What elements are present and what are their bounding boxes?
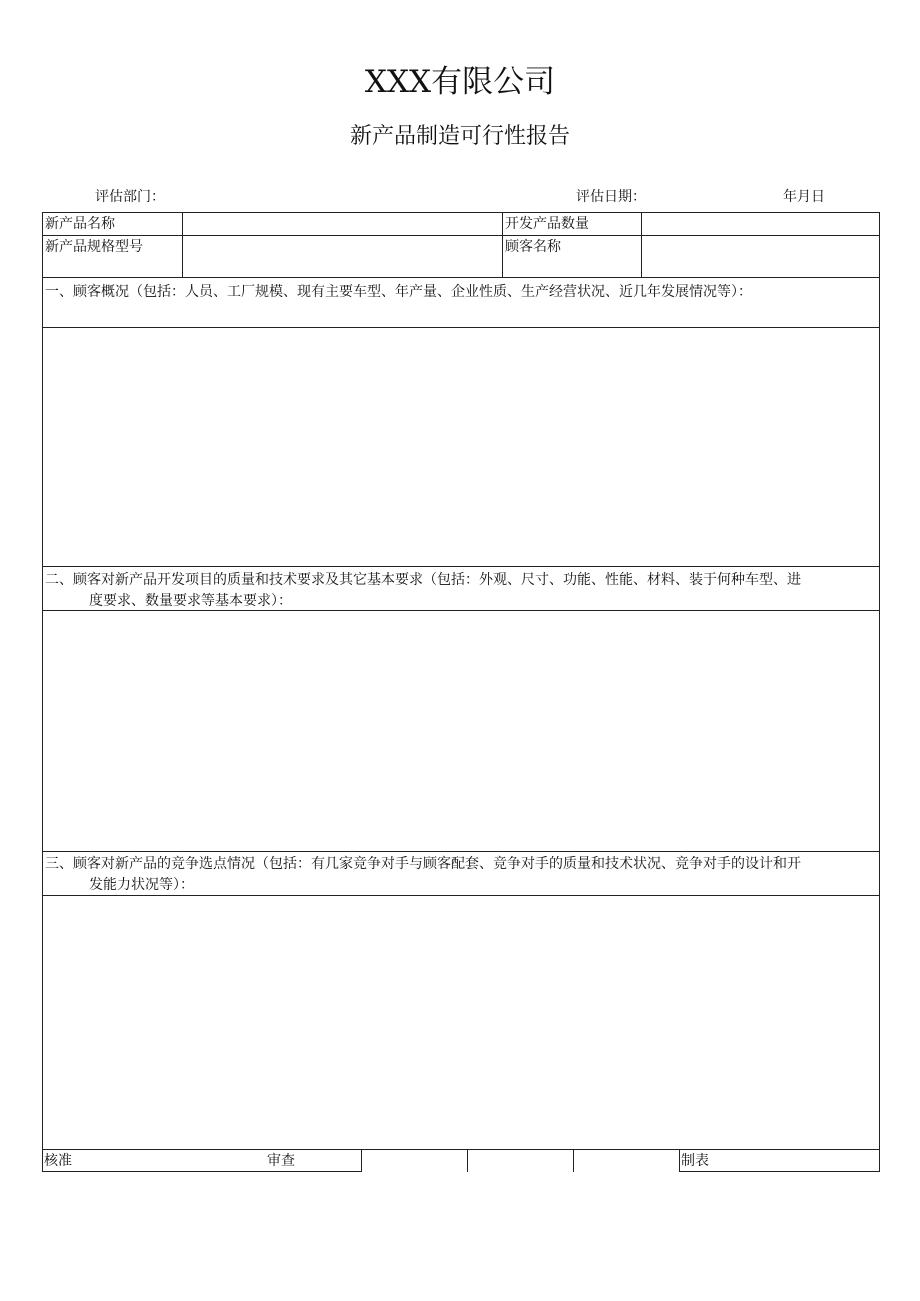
section-heading: 一、顾客概况（包括：人员、工厂规模、现有主要车型、年产量、企业性质、生产经营状况、近几年发展情况等）：	[45, 284, 752, 300]
column-divider	[502, 213, 503, 277]
report-title: 新产品制造可行性报告	[349, 124, 570, 149]
review-label: 审查	[267, 1153, 295, 1169]
section-quality-requirements	[45, 570, 877, 612]
column-divider	[641, 213, 642, 277]
product-name-label: 新产品名称	[45, 216, 115, 232]
product-name-field[interactable]	[185, 213, 500, 235]
company-name: XXX有限公司	[364, 64, 556, 100]
section-competition	[45, 854, 877, 896]
signoff-row	[42, 1149, 880, 1172]
section-heading: 三、顾客对新产品的竞争选点情况（包括：有几家竞争对手与顾客配套、竞争对手的质量和技术状况、竞争对手的设计和开	[45, 856, 801, 872]
section-heading-continued: 度要求、数量要求等基本要求）：	[89, 593, 292, 609]
signature-field[interactable]	[468, 1149, 572, 1171]
prepared-by-label: 制表	[681, 1153, 709, 1169]
row-divider	[43, 851, 879, 852]
section-customer-overview	[45, 282, 877, 303]
spec-model-label: 新产品规格型号	[45, 239, 143, 255]
dev-quantity-label: 开发产品数量	[505, 216, 589, 232]
dev-quantity-field[interactable]	[644, 213, 878, 235]
column-divider	[679, 1149, 680, 1172]
spec-model-field[interactable]	[185, 236, 500, 276]
signature-field[interactable]	[362, 1149, 466, 1171]
section-heading-continued: 发能力状况等）：	[89, 877, 194, 893]
date-units: 年月日	[783, 189, 825, 205]
quality-requirements-area[interactable]	[43, 611, 879, 850]
customer-name-field[interactable]	[644, 236, 878, 276]
section-heading: 二、顾客对新产品开发项目的质量和技术要求及其它基本要求（包括：外观、尺寸、功能、性能、材料、装于何种车型、进	[45, 572, 801, 588]
row-divider	[42, 1171, 361, 1172]
evaluation-date-label: 评估日期：	[576, 189, 646, 205]
column-divider	[182, 213, 183, 277]
column-divider	[42, 1149, 43, 1172]
row-divider	[43, 566, 879, 567]
evaluation-department-label: 评估部门：	[95, 189, 165, 205]
row-divider	[43, 277, 879, 278]
report-form	[42, 212, 880, 1150]
signature-field[interactable]	[574, 1149, 678, 1171]
column-divider	[879, 1149, 880, 1172]
customer-overview-area[interactable]	[43, 328, 879, 565]
row-divider	[679, 1171, 880, 1172]
competition-area[interactable]	[43, 896, 879, 1149]
approve-label: 核准	[44, 1153, 72, 1169]
customer-name-label: 顾客名称	[505, 239, 561, 255]
